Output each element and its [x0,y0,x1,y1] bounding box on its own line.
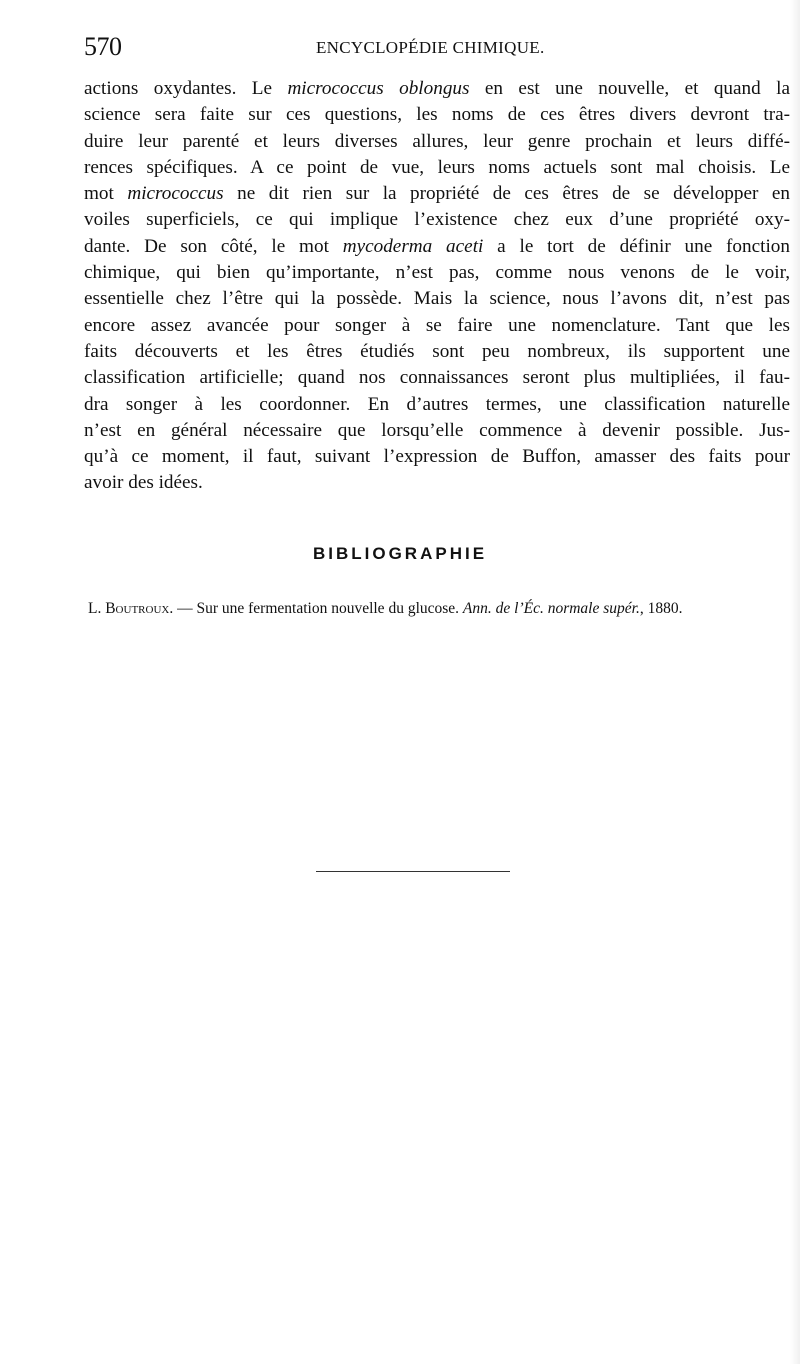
page-number: 570 [84,32,122,61]
text-run: classification artificielle; quand nos connaissances seront plus multipliées, il fau- [84,367,790,389]
text-line [84,365,790,391]
reference-year: , 1880. [639,600,683,617]
text-run: n’est en général nécessaire que lorsqu’elle commence à devenir possible. Jus- [84,419,790,441]
text-run: rences spécifiques. A ce point de vue, leurs noms actuels sont mal choisis. Le [84,156,790,178]
page-edge-shadow [790,0,800,1364]
running-title: ENCYCLOPÉDIE CHIMIQUE. [316,38,545,57]
page-header [84,30,790,66]
text-line [84,444,790,470]
text-line [84,260,790,286]
bibliography-reference [88,600,790,618]
text-line [84,207,790,233]
text-line [84,418,790,444]
text-line [84,102,790,128]
text-line [84,339,790,365]
text-run: actions oxydantes. Le [84,78,288,99]
text-run: dante. De son côté, le mot [84,235,343,257]
reference-prefix: L. [88,600,106,617]
text-run: essentielle chez l’être qui la possède. Mais la science, nous l’avons dit, n’est pas [84,288,790,310]
text-run: avoir des idées. [84,472,203,494]
text-run: ne dit rien sur la propriété de ces êtres de se développer en [223,183,790,205]
text-line [84,181,790,207]
text-line [84,129,790,155]
reference-author: Boutroux [105,600,170,617]
bibliography-heading: BIBLIOGRAPHIE [312,544,488,563]
text-run: chimique, qui bien qu’importante, n’est pas, comme nous venons de le voir, [84,262,790,284]
text-line [84,76,790,102]
text-line [84,286,790,312]
text-run: en est une nouvelle, et quand la [469,78,790,99]
text-line [84,234,790,260]
body-paragraph [84,76,790,497]
italic-term: micrococcus oblongus [287,78,470,99]
text-run: mot [84,183,128,205]
text-run: faits découverts et les êtres étudiés sont peu nombreux, ils supportent une [84,340,790,362]
text-line [84,392,790,418]
text-run: qu’à ce moment, il faut, suivant l’expression de Buffon, amasser des faits pour [84,446,790,468]
reference-journal: Ann. de l’Éc. normale supér. [462,600,640,617]
text-run: a le tort de définir une fonction [483,235,790,257]
text-run: duire leur parenté et leurs diverses allures, leur genre prochain et leurs diffé- [84,130,790,152]
text-run: encore assez avancée pour songer à se faire une nomenclature. Tant que les [84,314,790,336]
reference-title: . — Sur une fermentation nouvelle du glucose. [169,600,463,617]
text-line [84,470,790,496]
text-line [84,155,790,181]
text-run: dra songer à les coordonner. En d’autres termes, une classification naturelle [84,393,790,415]
text-line [84,313,790,339]
text-run: voiles superficiels, ce qui implique l’existence chez eux d’une propriété oxy- [84,209,790,231]
section-rule [316,871,510,872]
text-run: science sera faite sur ces questions, les noms de ces êtres divers devront tra- [84,104,790,126]
italic-term: micrococcus [127,183,224,205]
italic-term: mycoderma aceti [342,235,484,257]
